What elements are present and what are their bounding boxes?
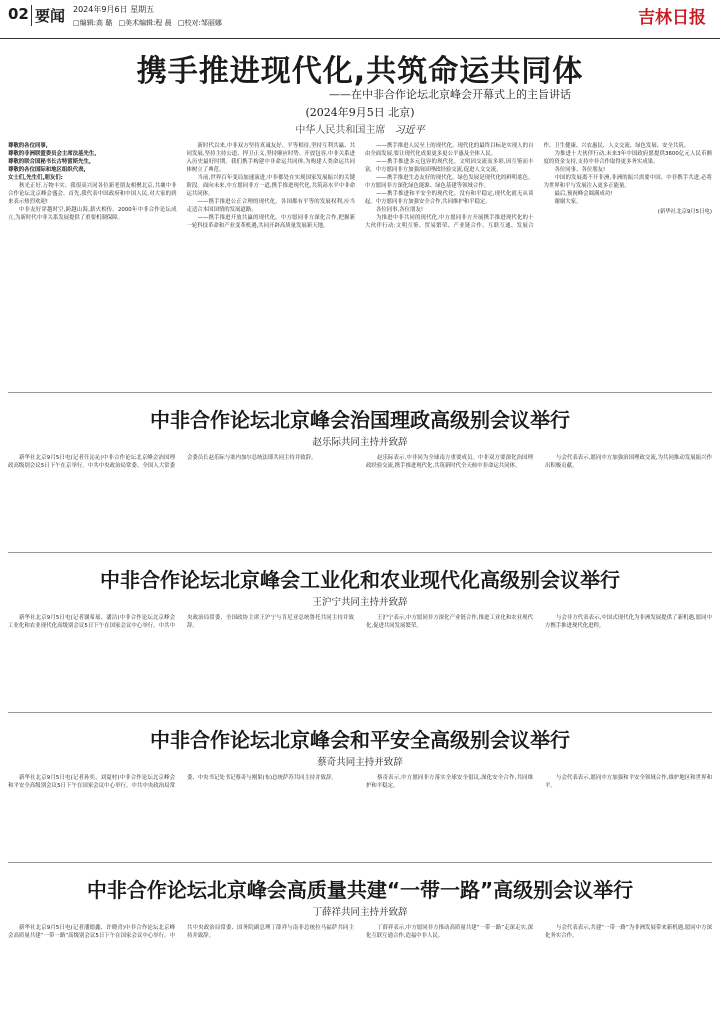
article-paragraph: ——携手推进生态友好的现代化。绿色发展是现代化的鲜明底色。中方愿同非方深化绿色能源、绿色基建等领域合作。 bbox=[365, 175, 534, 189]
greeting-line: 尊敬的各位同事, bbox=[8, 143, 48, 149]
article-peace-security bbox=[0, 712, 720, 862]
section-name: 要闻 bbox=[31, 5, 65, 26]
greeting-line: 女士们,先生们,朋友们: bbox=[8, 175, 63, 181]
newspaper-logo: 吉林日报 bbox=[638, 8, 706, 28]
article-paragraph: 当前,世界百年变局加速演进,中非都处在实现国家发展振兴的关键阶段。面向未来,中方愿同非方一道,携手推进现代化,共筑高水平中非命运共同体。 bbox=[186, 175, 355, 197]
article-source: (新华社北京9月5日电) bbox=[657, 209, 712, 215]
author-name: 习近平 bbox=[394, 125, 425, 136]
article-paragraph: 各位同事、各位朋友! bbox=[554, 167, 606, 173]
speech-date: (2024年9月5日 北京) bbox=[305, 106, 415, 119]
author-role: 中华人民共和国主席 bbox=[295, 125, 386, 136]
article-paragraph: 丁薛祥表示,中方愿同非方推动高质量共建“一带一路”走深走实,深化互联互通合作,造福中非人民。 bbox=[366, 925, 533, 939]
section-divider bbox=[8, 392, 712, 393]
editor-credit: □校对:邹丽娜 bbox=[177, 19, 222, 27]
article-headline: 中非合作论坛北京峰会和平安全高级别会议举行 bbox=[150, 728, 570, 752]
lead-subheadline: ——在中非合作论坛北京峰会开幕式上的主旨讲话 bbox=[329, 88, 571, 101]
editor-credits bbox=[73, 18, 226, 28]
masthead bbox=[0, 0, 720, 39]
article-paragraph: ——携手推进开放共赢的现代化。中方愿同非方深化合作,把握新一轮科技革命和产业变革机遇,共同开辟高质量发展新天地。 bbox=[186, 215, 355, 229]
article-paragraph: 为推进十大伙伴行动,未来3年中国政府愿提供3600亿元人民币额度的资金支持,支持中非合作取得更多务实成果。 bbox=[543, 151, 712, 165]
lead-headline: 携手推进现代化,共筑命运共同体 bbox=[136, 54, 584, 89]
article-paragraph: ——携手推进多元包容的现代化。文明因交流而多彩,因互鉴而丰富。中方愿同非方加强治国理政经验交流,促进人文交流。 bbox=[365, 159, 534, 173]
article-belt-and-road bbox=[0, 862, 720, 1024]
article-paragraph: 中非友好穿越时空,跨越山海,薪火相传。2000年中非合作论坛成立,为新时代中非关系发展提供了重要机制保障。 bbox=[8, 207, 177, 221]
speech-author bbox=[0, 121, 720, 136]
article-byline: 蔡奇共同主持并致辞 bbox=[317, 757, 403, 768]
article-paragraph: 为推进中非共同的现代化,中方愿同非方开展携手推进现代化的十大伙伴行动:文明互鉴、贸易繁荣、产业链合作、互联互通、发展合作、卫生健康、兴农惠民、人文交流、绿色发展、安全共筑。 bbox=[365, 143, 690, 229]
article-paragraph: 与会代表表示,愿同中方加强治国理政交流,为共同推动发展振兴作出积极贡献。 bbox=[545, 455, 712, 469]
section-divider bbox=[8, 862, 712, 863]
article-paragraph: 各位同事,各位朋友! bbox=[376, 207, 423, 213]
article-paragraph: 赵乐际表示,中非同为全球南方重要成员。中非双方要深化治国理政经验交流,携手推进现代化,共筑新时代全天候中非命运共同体。 bbox=[366, 455, 533, 469]
article-paragraph: 新华社北京9月5日电(记者任沁沁)中非合作论坛北京峰会治国理政高级别会议5日下午在京举行。中共中央政治局常委、全国人大常委会委员长赵乐际与塞内加尔总统法耶共同主持并致辞。 bbox=[8, 455, 317, 469]
article-paragraph: 秋光正好,万物丰实。我很高兴同各位新老朋友相聚北京,共襄中非合作论坛北京峰会盛会。首先,我代表中国政府和中国人民,对大家的到来表示热烈欢迎! bbox=[8, 183, 177, 205]
article-byline: 赵乐际共同主持并致辞 bbox=[312, 437, 408, 448]
article-paragraph: ——携手推进公正合理的现代化。各国都有平等的发展权利,应当走适合本国国情的发展道路。 bbox=[186, 199, 355, 213]
editor-credit: □美术编辑:程 晨 bbox=[118, 19, 172, 27]
article-body bbox=[8, 924, 712, 1020]
article-paragraph: 蔡奇表示,中方愿同非方落实全球安全倡议,深化安全合作,共同维护和平稳定。 bbox=[366, 775, 533, 789]
article-governance bbox=[0, 392, 720, 552]
article-body bbox=[8, 454, 712, 548]
article-headline: 中非合作论坛北京峰会高质量共建“一带一路”高级别会议举行 bbox=[86, 878, 634, 902]
article-paragraph: 与会代表表示,愿同中方加强和平安全领域合作,维护地区和世界和平。 bbox=[545, 775, 712, 789]
lead-article-body bbox=[8, 142, 712, 380]
article-paragraph: 中国的发展离不开非洲,非洲的振兴需要中国。中非携手共进,必将为世界和平与发展注入更多正能量。 bbox=[543, 175, 712, 189]
article-paragraph: 新时代以来,中非双方坚持真诚友好、平等相待,坚持互利共赢、共同发展,坚持主持公道、捍卫正义,坚持顺应时势、开放包容,中非关系进入历史最好时期。我们携手构建中非命运共同体,为构建人类命运共同体树立了典范。 bbox=[186, 143, 355, 173]
article-paragraph: 与会非方代表表示,中国式现代化为非洲发展提供了新机遇,愿同中方携手推进现代化进程。 bbox=[545, 615, 712, 629]
section-divider bbox=[8, 712, 712, 713]
article-paragraph: 与会代表表示,共建“一带一路”为非洲发展带来新机遇,愿同中方深化务实合作。 bbox=[545, 925, 712, 939]
greeting-line: 尊敬的各位国际和地区组织代表, bbox=[8, 167, 86, 173]
article-industrialization bbox=[0, 552, 720, 712]
article-byline: 丁薛祥共同主持并致辞 bbox=[312, 907, 408, 918]
greeting-line: 尊敬的非洲联盟委员会主席法基先生, bbox=[8, 151, 97, 157]
greeting-line: 尊敬的联合国秘书长古特雷斯先生, bbox=[8, 159, 91, 165]
article-paragraph: 新华社北京9月5日电(记者孙奕、刘夏村)中非合作论坛北京峰会和平安全高级别会议5日下午在国家会议中心举行。中共中央政治局常委、中央书记处书记蔡奇与刚果(布)总统萨苏共同主持并致辞。 bbox=[8, 775, 337, 789]
article-paragraph: 新华社北京9月5日电(记者潘德鑫、许晓青)中非合作论坛北京峰会高质量共建“一带一路”高级别会议5日下午在国家会议中心举行。中共中央政治局常委、国务院副总理丁薛祥与南非总统拉马福萨共同主持并致辞。 bbox=[8, 925, 354, 939]
article-paragraph: 谢谢大家。 bbox=[554, 199, 582, 205]
article-paragraph: ——携手推进和平安全的现代化。没有和平稳定,现代化就无从谈起。中方愿同非方加强安全合作,共同维护和平稳定。 bbox=[365, 191, 534, 205]
article-paragraph: 王沪宁表示,中方愿同非方深化产业链合作,推进工业化和农业现代化,促进共同发展繁荣。 bbox=[366, 615, 533, 629]
article-headline: 中非合作论坛北京峰会治国理政高级别会议举行 bbox=[150, 408, 570, 432]
page-number: 02 bbox=[8, 5, 29, 23]
section-divider bbox=[8, 552, 712, 553]
article-headline: 中非合作论坛北京峰会工业化和农业现代化高级别会议举行 bbox=[100, 568, 620, 592]
article-paragraph: 最后,预祝峰会圆满成功! bbox=[554, 191, 613, 197]
article-body bbox=[8, 774, 712, 858]
article-paragraph: ——携手推进人民至上的现代化。现代化的最终目标是实现人的自由全面发展,要让现代化成果更多更公平惠及全体人民。 bbox=[365, 143, 534, 157]
issue-date: 2024年9月6日 星期五 bbox=[73, 5, 155, 14]
editor-credit: □编辑:高 璐 bbox=[73, 19, 113, 27]
article-body bbox=[8, 614, 712, 708]
article-paragraph: 新华社北京9月5日电(记者谢希瑶、潘洁)中非合作论坛北京峰会工业化和农业现代化高级别会议5日下午在国家会议中心举行。中共中央政治局常委、全国政协主席王沪宁与肯尼亚总统鲁托共同主持并致辞。 bbox=[8, 615, 354, 629]
article-byline: 王沪宁共同主持并致辞 bbox=[312, 597, 408, 608]
